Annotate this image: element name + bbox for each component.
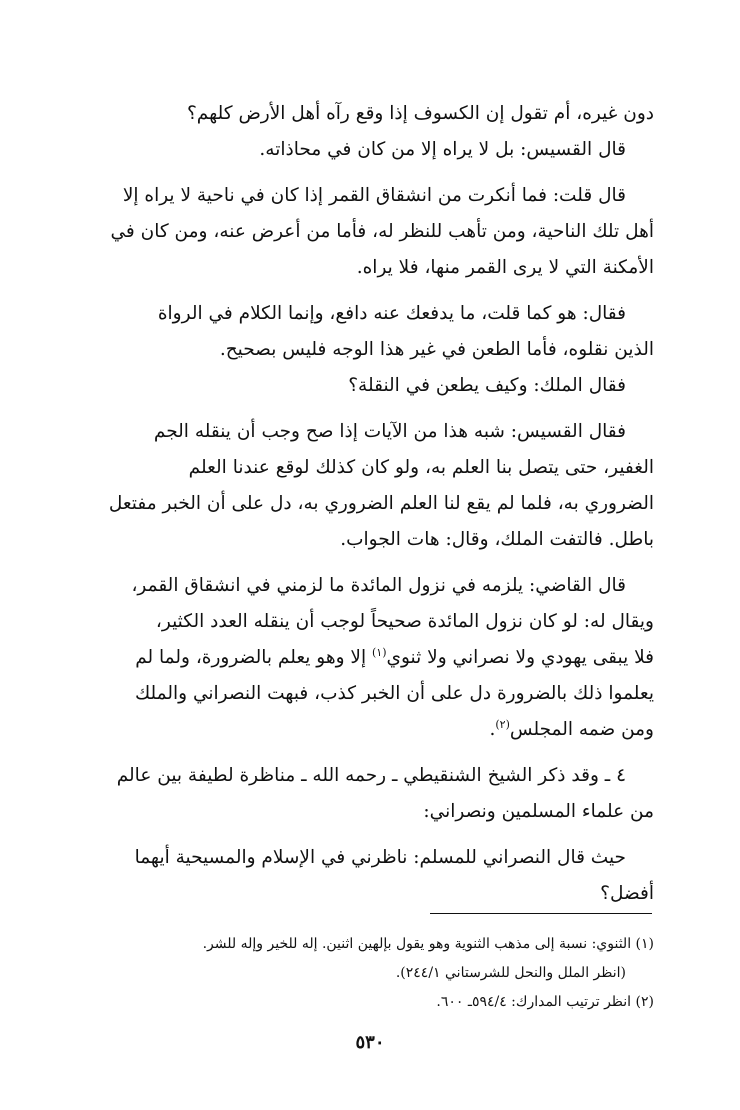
text-line: الذين نقلوه، فأما الطعن في غير هذا الوجه فليس بصحيح. bbox=[219, 339, 654, 360]
footnote-divider bbox=[430, 913, 652, 914]
text-line: دون غيره، أم تقول إن الكسوف إذا وقع رآه أهل الأرض كلهم؟ bbox=[186, 103, 654, 124]
text-line: ويقال له: لو كان نزول المائدة صحيحاً لوجب أن ينقله العدد الكثير، bbox=[155, 611, 654, 632]
text-line: أفضل؟ bbox=[600, 883, 654, 904]
page-number: ٥٣٠ bbox=[355, 1032, 385, 1053]
text-line: أهل تلك الناحية، ومن تأهب للنظر له، فأما من أعرض عنه، ومن كان في bbox=[110, 221, 654, 242]
text-segment: . bbox=[489, 719, 496, 740]
text-line: قال قلت: فما أنكرت من انشقاق القمر إذا كان في ناحية لا يراه إلا bbox=[122, 185, 626, 206]
footnote-text: (١) الثنوي: نسبة إلى مذهب الثنوية وهو يقول بإلهين اثنين. إله للخير وإله للشر. bbox=[202, 936, 654, 952]
paragraph-6 bbox=[78, 758, 654, 830]
text-line: يعلموا ذلك بالضرورة دل على أن الخبر كذب، فبهت النصراني والملك bbox=[134, 683, 654, 704]
paragraph-1 bbox=[78, 96, 654, 168]
text-line: فقال القسيس: شبه هذا من الآيات إذا صح وجب أن ينقله الجم bbox=[153, 421, 626, 442]
text-line: من علماء المسلمين ونصراني: bbox=[423, 801, 654, 822]
text-line bbox=[78, 640, 654, 676]
text-line: الغفير، حتى يتصل بنا العلم به، ولو كان كذلك لوقع عندنا العلم bbox=[188, 457, 654, 478]
text-line: حيث قال النصراني للمسلم: ناظرني في الإسلام والمسيحية أيهما bbox=[134, 847, 626, 868]
text-line: قال القاضي: يلزمه في نزول المائدة ما لزمني في انشقاق القمر، bbox=[131, 575, 626, 596]
paragraph-7 bbox=[78, 840, 654, 912]
text-segment: ومن ضمه المجلس bbox=[509, 719, 654, 740]
text-line: باطل. فالتفت الملك، وقال: هات الجواب. bbox=[340, 529, 654, 550]
footnote-ref-2[interactable]: (٢) bbox=[495, 717, 510, 731]
text-line: فقال الملك: وكيف يطعن في النقلة؟ bbox=[348, 375, 626, 396]
footnote-1 bbox=[78, 930, 654, 988]
footnote-2: (٢) انظر ترتيب المدارك: ٥٩٤/٤ـ ٦٠٠. bbox=[436, 994, 654, 1010]
footnote-ref-1[interactable]: (١) bbox=[372, 645, 387, 659]
text-line bbox=[78, 712, 654, 748]
text-line: فقال: هو كما قلت، ما يدفعك عنه دافع، وإنما الكلام في الرواة bbox=[157, 303, 626, 324]
footnotes bbox=[78, 930, 654, 1017]
text-line: ٤ ـ وقد ذكر الشيخ الشنقيطي ـ رحمه الله ـ مناظرة لطيفة بين عالم bbox=[116, 765, 626, 786]
paragraph-3 bbox=[78, 296, 654, 404]
text-line: الضروري به، فلما لم يقع لنا العلم الضروري به، دل على أن الخبر مفتعل bbox=[108, 493, 654, 514]
text-segment: إلا وهو يعلم بالضرورة، ولما لم bbox=[135, 647, 372, 668]
text-line: قال القسيس: بل لا يراه إلا من كان في محاذاته. bbox=[259, 139, 626, 160]
text-line: الأمكنة التي لا يرى القمر منها، فلا يراه. bbox=[356, 257, 654, 278]
paragraph-4 bbox=[78, 414, 654, 558]
paragraph-5 bbox=[78, 568, 654, 748]
main-text bbox=[78, 96, 654, 922]
text-segment: فلا يبقى يهودي ولا نصراني ولا ثنوي bbox=[386, 647, 654, 668]
paragraph-2 bbox=[78, 178, 654, 286]
footnote-text: (انظر الملل والنحل للشرستاني ٢٤٤/١). bbox=[395, 965, 626, 981]
